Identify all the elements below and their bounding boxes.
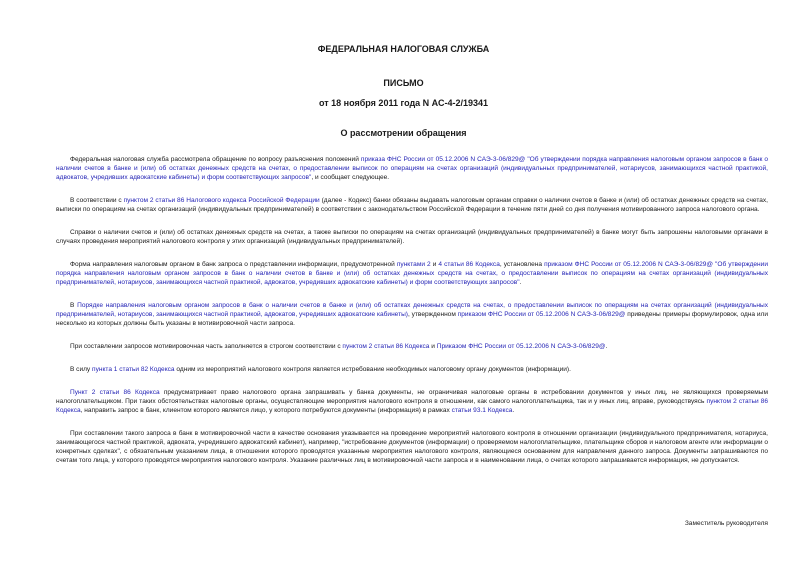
link-article-93-1[interactable]: статьи 93.1 Кодекса bbox=[451, 406, 513, 414]
date-and-number: от 18 ноября 2011 года N АС-4-2/19341 bbox=[318, 98, 488, 108]
paragraph-8: Пункт 2 статьи 86 Кодекса предусматривает право налогового органа запрашивать у банка документы, не ограничивая налоговые органы в истребовании документов у иных лиц, не являющихся проверяемым налогоплательщиком. При таких обстоятельствах налоговые органы, осуществляющие мероприятия налогового контроля в отношении, как самого налогоплательщика, так и у иных лиц, вправе, руководствуясь пунктом 2 статьи 86 Кодекса, направить запрос в банк, клиентом которого является лицо, у которого потребуются документы (информация) в рамках статьи 93.1 Кодекса. bbox=[56, 388, 768, 414]
link-fns-order-829[interactable]: приказа ФНС России от 05.12.2006 N САЭ-3-06/829@ "Об утверждении порядка направления налоговым органом запросов в банк о наличии счетов в банке и (или) об остатках денежных средств на счетах, о предоставлении выписок по операциям на счетах организаций (индивидуальных предпринимателей, нотариусов, занимающихся частной практикой, адвокатов, учредивших адвокатские кабинеты) и форм соответствующих запросов" bbox=[56, 156, 768, 181]
link-fns-order-829-ref[interactable]: Приказом ФНС России от 05.12.2006 N САЭ-3-06/829@ bbox=[436, 342, 606, 350]
paragraph-7: В силу пункта 1 статьи 82 Кодекса одним из мероприятий налогового контроля является истребование необходимых налоговому органу документов (информации). bbox=[70, 365, 571, 373]
document-type: ПИСЬМО bbox=[383, 78, 424, 88]
paragraph-4: Форма направления налоговым органом в банк запроса о представлении информации, предусмотренной пунктами 2 и 4 статьи 86 Кодекса, установлена приказом ФНС России от 05.12.2006 N САЭ-3-06/829@ "Об утверждении порядка направления налоговым органом запросов в банк о наличии счетов в банке и (или) об остатках денежных средств на счетах, о предоставлении выписок по операциям на счетах организаций (индивидуальных предпринимателей, нотариусов, занимающихся частной практикой, адвокатов, учредивших адвокатские кабинеты) и форм соответствующих запросов". bbox=[56, 260, 768, 286]
link-clause-4-article-86[interactable]: 4 статьи 86 Кодекса bbox=[438, 260, 500, 268]
paragraph-5: В Порядке направления налоговым органом запросов в банк о наличии счетов в банке и (или) об остатках денежных средств на счетах, о предоставлении выписок по операциям на счетах организаций (индивидуальных предпринимателей, нотариусов, занимающихся частной практикой, адвокатов, учредивших адвокатские кабинеты), утвержденном приказом ФНС России от 05.12.2006 N САЭ-3-06/829@ приведены примеры формулировок, одна или несколько из которых должны быть указаны в мотивировочной части запроса. bbox=[56, 301, 769, 327]
paragraph-9: При составлении такого запроса в банк в мотивировочной части в качестве основания указывается на проведение мероприятий налогового контроля в отношении организации (индивидуального предпринимателя, нотариуса, занимающегося частной практикой, адвоката, учредившего адвокатский кабинет), например, "истребование документов (информации) о проверяемом налогоплательщике, плательщике сборов и налоговом агенте или информации о конкретных сделках", с обязательным указанием лица, в отношении которого проводятся указанные мероприятия налогового контроля, являющиеся основанием для направления данного запроса. Документы запрашиваются по счетам того лица, у которого проводятся мероприятия налогового контроля. Указание различных лиц в мотивировочной части запроса и в наименовании лица, о счетах которого запрашивается информация, не допускается. bbox=[56, 429, 768, 464]
letter-body bbox=[56, 156, 768, 480]
paragraph-6: При составлении запросов мотивировочная часть заполняется в строгом соответствии с пунктом 2 статьи 86 Кодекса и Приказом ФНС России от 05.12.2006 N САЭ-3-06/829@. bbox=[70, 342, 608, 350]
link-clause-2[interactable]: пунктами 2 bbox=[396, 260, 431, 268]
link-fns-order-829-short[interactable]: приказом ФНС России от 05.12.2006 N САЭ-3-06/829@ bbox=[457, 310, 626, 318]
agency-heading: ФЕДЕРАЛЬНАЯ НАЛОГОВАЯ СЛУЖБА bbox=[317, 44, 490, 54]
link-clause-2-article-86[interactable]: пунктом 2 статьи 86 Кодекса bbox=[342, 342, 430, 350]
link-clause-2-article-86-a[interactable]: Пункт 2 статьи 86 Кодекса bbox=[70, 388, 160, 396]
paragraph-1: Федеральная налоговая служба рассмотрела обращение по вопросу разъяснения положений приказа ФНС России от 05.12.2006 N САЭ-3-06/829@ "Об утверждении порядка направления налоговым органом запросов в банк о наличии счетов в банке и (или) об остатках денежных средств на счетах, о предоставлении выписок по операциям на счетах организаций (индивидуальных предпринимателей, нотариусов, занимающихся частной практикой, адвокатов, учредивших адвокатские кабинеты) и форм соответствующих запросов", и сообщает следующее. bbox=[56, 156, 768, 181]
link-clause-1-article-82[interactable]: пункта 1 статьи 82 Кодекса bbox=[92, 365, 175, 373]
paragraph-2: В соответствии с пунктом 2 статьи 86 Налогового кодекса Российской Федерации (далее - Кодекс) банки обязаны выдавать налоговым органам справки о наличии счетов в банке и (или) об остатках денежных средств на счетах, выписки по операциям на счетах организаций (индивидуальных предпринимателей) в соответствии с законодательством Российской Федерации в течение пяти дней со дня получения мотивированного запроса налогового органа. bbox=[56, 196, 768, 213]
link-procedure[interactable]: Порядке направления налоговым органом запросов в банк о наличии счетов в банке и (или) об остатках денежных средств на счетах, о предоставлении выписок по операциям на счетах организаций (индивидуальных предпринимателей, нотариусов, занимающихся частной практикой, адвокатов, учредивших адвокатские кабинеты) bbox=[56, 301, 769, 318]
link-clause-2-article-86-b[interactable]: пунктом 2 статьи 86 Кодекса bbox=[56, 397, 768, 414]
document-subject: О рассмотрении обращения bbox=[340, 128, 467, 138]
link-tax-code-article-86[interactable]: пунктом 2 статьи 86 Налогового кодекса Российской Федерации bbox=[123, 196, 320, 204]
paragraph-3: Справки о наличии счетов и (или) об остатках денежных средств на счетах, а также выписки по операциям на счетах организаций (индивидуальных предпринимателей) в банке могут быть запрошены налоговыми органами в случаях проведения мероприятий налогового контроля у этих организаций (индивидуальных предпринимателей). bbox=[56, 228, 768, 245]
signature-title: Заместитель руководителя bbox=[684, 520, 768, 527]
link-fns-order-829-form[interactable]: приказом ФНС России от 05.12.2006 N САЭ-3-06/829@ "Об утверждении порядка направления налоговым органом запросов в банк о наличии счетов в банке и (или) об остатках денежных средств на счетах, о предоставлении выписок по операциям на счетах организаций (индивидуальных предпринимателей, нотариусов, занимающихся частной практикой, адвокатов, учредивших адвокатские кабинеты) и форм соответствующих запросов" bbox=[56, 260, 768, 286]
